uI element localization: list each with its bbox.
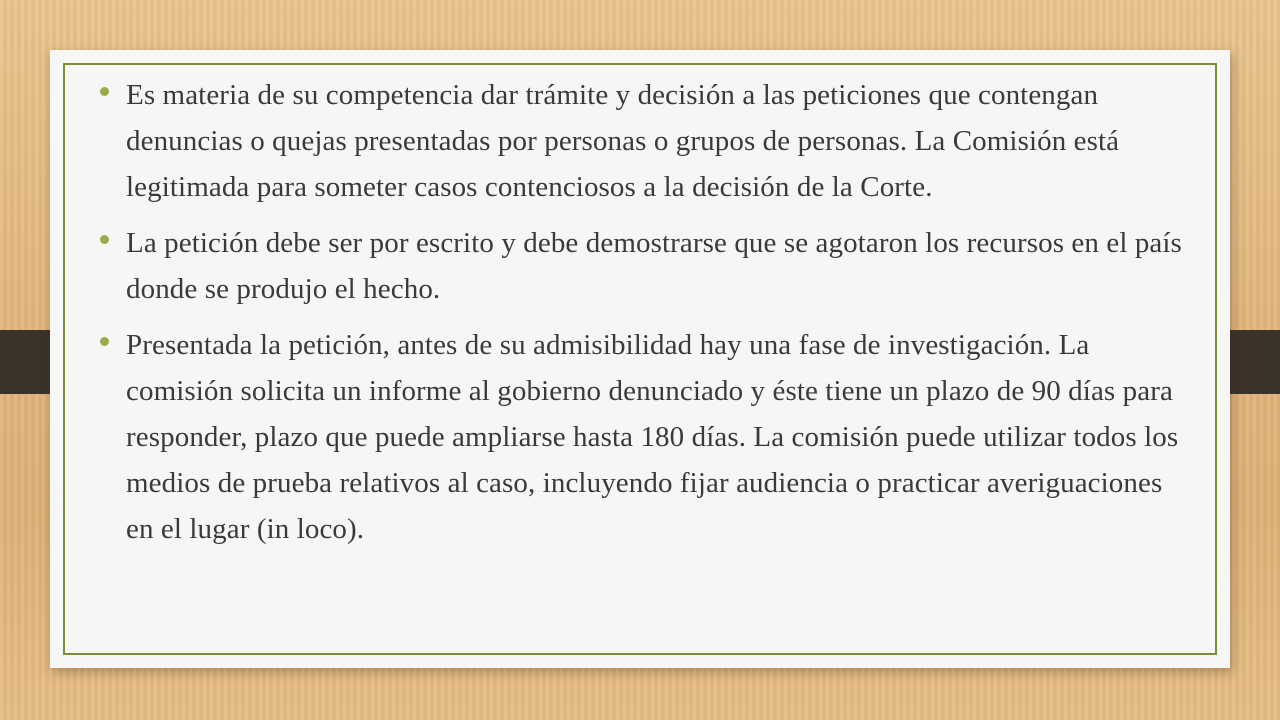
bullet-item (126, 220, 1186, 312)
bullet-dot-icon (100, 87, 109, 96)
slide-card (50, 50, 1230, 668)
bullet-item (126, 72, 1186, 210)
bullet-text: Es materia de su competencia dar trámite y decisión a las peticiones que contengan denuncias o quejas presentadas por personas o grupos de personas. La Comisión está legitimada para someter casos contenciosos a la decisión de la Corte. (126, 79, 1120, 203)
bullet-dot-icon (100, 337, 109, 346)
bullet-list (126, 72, 1186, 562)
bullet-text: Presentada la petición, antes de su admisibilidad hay una fase de investigación. La comisión solicita un informe al gobierno denunciado y éste tiene un plazo de 90 días para responder, plazo que puede ampliarse hasta 180 días. La comisión puede utilizar todos los medios de prueba relativos al caso, incluyendo fijar audiencia o practicar averiguaciones en el lugar (in loco). (126, 329, 1179, 545)
bullet-text: La petición debe ser por escrito y debe demostrarse que se agotaron los recursos en el país donde se produjo el hecho. (126, 227, 1182, 305)
bullet-dot-icon (100, 235, 109, 244)
bullet-item (126, 322, 1186, 552)
